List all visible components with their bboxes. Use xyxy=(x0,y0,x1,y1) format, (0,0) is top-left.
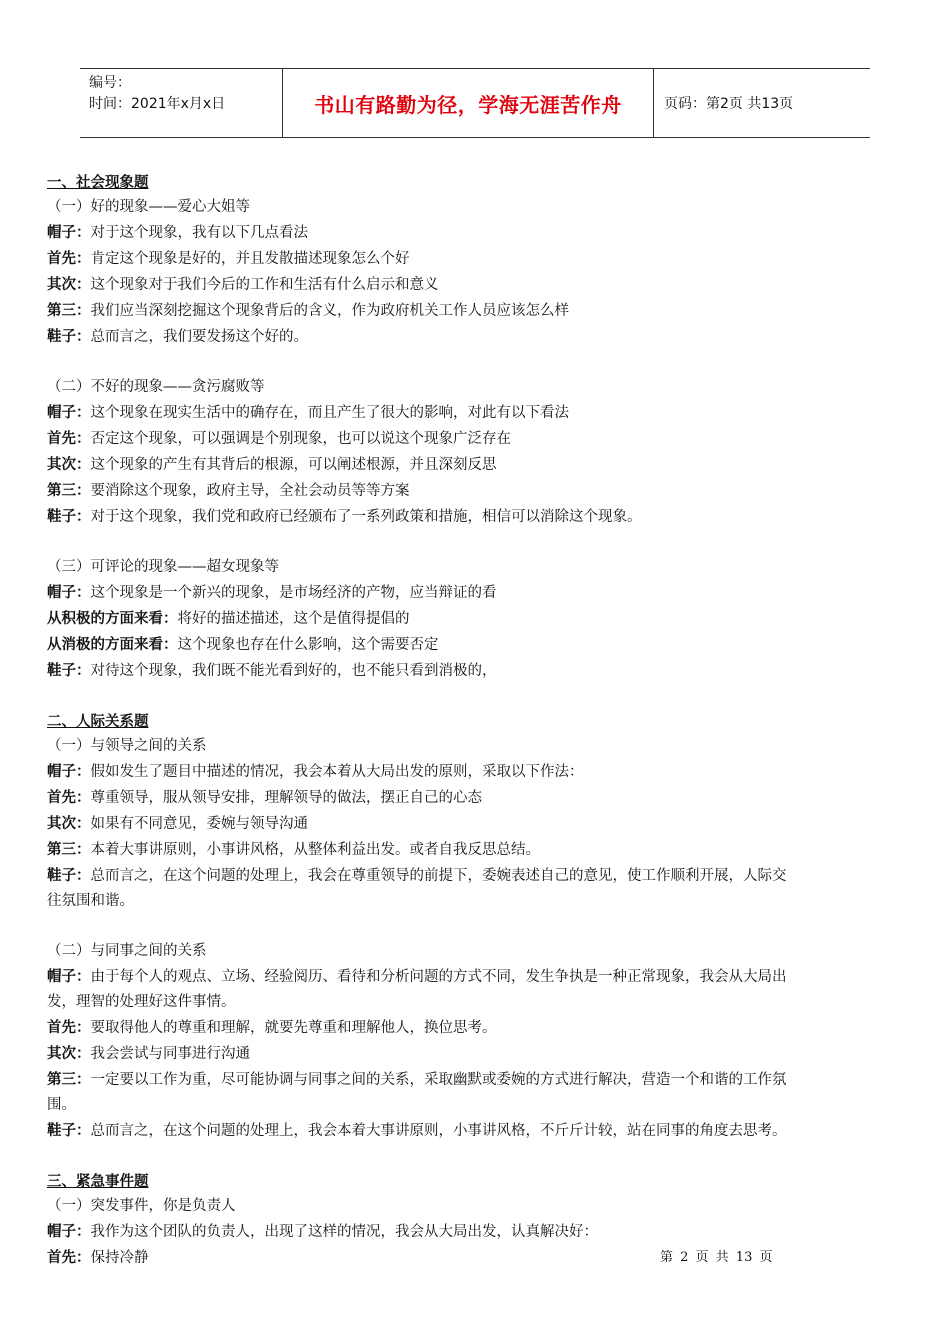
header-number-label: 编号： xyxy=(89,75,131,91)
answer-label: 鞋子： xyxy=(47,508,91,525)
answer-text: 这个现象也存在什么影响，这个需要否定 xyxy=(177,637,439,653)
answer-label: 首先： xyxy=(47,250,91,267)
answer-text: 要消除这个现象，政府主导，全社会动员等等方案 xyxy=(90,483,410,499)
subsection-title: （一）突发事件，你是负责人 xyxy=(47,1198,236,1214)
block-gap xyxy=(47,530,907,555)
answer-label: 第三： xyxy=(47,482,91,499)
answer-line xyxy=(47,964,907,990)
block-gap xyxy=(47,914,907,939)
section-gap xyxy=(47,684,907,709)
section-title: 三、紧急事件题 xyxy=(47,1173,149,1190)
answer-line xyxy=(47,504,907,530)
answer-label: 首先： xyxy=(47,1249,91,1266)
answer-line xyxy=(47,272,907,298)
subsection-title: （二）不好的现象——贪污腐败等 xyxy=(47,379,265,395)
header-date-label: 时间：2021年x月x日 xyxy=(89,96,226,112)
document-body xyxy=(47,170,907,1271)
answer-line xyxy=(47,863,907,889)
answer-label: 帽子： xyxy=(47,584,91,601)
answer-text: 如果有不同意见，委婉与领导沟通 xyxy=(90,816,308,832)
answer-line xyxy=(47,658,907,684)
answer-text: 假如发生了题目中描述的情况，我会本着从大局出发的原则，采取以下作法： xyxy=(90,764,584,780)
answer-continuation: 围。 xyxy=(47,1097,76,1113)
answer-line xyxy=(47,606,907,632)
answer-label: 其次： xyxy=(47,456,91,473)
subsection-title: （一）好的现象——爱心大姐等 xyxy=(47,199,250,215)
answer-line xyxy=(47,400,907,426)
answer-label: 帽子： xyxy=(47,404,91,421)
answer-text: 我们应当深刻挖掘这个现象背后的含义，作为政府机关工作人员应该怎么样 xyxy=(90,303,569,319)
answer-text: 这个现象在现实生活中的确存在，而且产生了很大的影响，对此有以下看法 xyxy=(90,405,569,421)
subsection-title: （二）与同事之间的关系 xyxy=(47,943,207,959)
header-page-cell xyxy=(654,69,870,137)
answer-label: 帽子： xyxy=(47,224,91,241)
answer-line xyxy=(47,1118,907,1144)
answer-label: 其次： xyxy=(47,276,91,293)
answer-line xyxy=(47,452,907,478)
answer-label: 其次： xyxy=(47,815,91,832)
answer-line xyxy=(47,1041,907,1067)
answer-line xyxy=(47,426,907,452)
answer-text: 尊重领导，服从领导安排，理解领导的做法，摆正自己的心态 xyxy=(90,790,482,806)
answer-line xyxy=(47,246,907,272)
answer-line xyxy=(47,785,907,811)
answer-text: 一定要以工作为重，尽可能协调与同事之间的关系，采取幽默或委婉的方式进行解决，营造一个和谐的工作氛 xyxy=(90,1072,787,1088)
answer-text: 我会尝试与同事进行沟通 xyxy=(90,1046,250,1062)
answer-label: 第三： xyxy=(47,1071,91,1088)
header-info-cell xyxy=(80,69,282,137)
answer-label: 鞋子： xyxy=(47,328,91,345)
answer-label: 第三： xyxy=(47,302,91,319)
answer-line xyxy=(47,1219,907,1245)
answer-label: 首先： xyxy=(47,1019,91,1036)
answer-text: 总而言之，在这个问题的处理上，我会在尊重领导的前提下，委婉表述自己的意见，使工作顺利开展，人际交 xyxy=(90,868,787,884)
block-gap xyxy=(47,350,907,375)
answer-label: 首先： xyxy=(47,789,91,806)
answer-label: 其次： xyxy=(47,1045,91,1062)
answer-label: 鞋子： xyxy=(47,1122,91,1139)
answer-text: 将好的描述描述，这个是值得提倡的 xyxy=(177,611,410,627)
answer-text: 总而言之，在这个问题的处理上，我会本着大事讲原则，小事讲风格，不斤斤计较，站在同事的角度去思考。 xyxy=(90,1123,787,1139)
answer-text: 这个现象对于我们今后的工作和生活有什么启示和意义 xyxy=(90,277,439,293)
answer-text: 保持冷静 xyxy=(90,1250,149,1266)
answer-line xyxy=(47,811,907,837)
answer-text: 肯定这个现象是好的，并且发散描述现象怎么个好 xyxy=(90,251,410,267)
answer-label: 从消极的方面来看： xyxy=(47,636,178,653)
section-title: 二、人际关系题 xyxy=(47,713,149,730)
answer-label: 帽子： xyxy=(47,968,91,985)
answer-text: 对于这个现象，我们党和政府已经颁布了一系列政策和措施，相信可以消除这个现象。 xyxy=(90,509,642,525)
answer-text: 对于这个现象，我有以下几点看法 xyxy=(90,225,308,241)
answer-label: 首先： xyxy=(47,430,91,447)
answer-line xyxy=(47,759,907,785)
header-page-label: 页码：第2页 共13页 xyxy=(664,96,794,112)
subsection-title: （一）与领导之间的关系 xyxy=(47,738,207,754)
answer-label: 帽子： xyxy=(47,1223,91,1240)
page-header xyxy=(80,68,870,138)
answer-label: 从积极的方面来看： xyxy=(47,610,178,627)
page-footer: 第 2 页 共 13 页 xyxy=(660,1250,773,1265)
answer-continuation: 发，理智的处理好这件事情。 xyxy=(47,994,236,1010)
answer-text: 这个现象的产生有其背后的根源，可以阐述根源，并且深刻反思 xyxy=(90,457,497,473)
header-motto-cell xyxy=(282,69,654,137)
subsection-title: （三）可评论的现象——超女现象等 xyxy=(47,559,279,575)
answer-line xyxy=(47,632,907,658)
answer-line xyxy=(47,298,907,324)
answer-line xyxy=(47,324,907,350)
answer-line xyxy=(47,837,907,863)
answer-text: 我作为这个团队的负责人，出现了这样的情况，我会从大局出发，认真解决好： xyxy=(90,1224,598,1240)
answer-text: 由于每个人的观点、立场、经验阅历、看待和分析问题的方式不同，发生争执是一种正常现象，我会从大局出 xyxy=(90,969,787,985)
answer-text: 对待这个现象，我们既不能光看到好的，也不能只看到消极的， xyxy=(90,663,497,679)
answer-text: 本着大事讲原则，小事讲风格，从整体利益出发。或者自我反思总结。 xyxy=(90,842,540,858)
section-title: 一、社会现象题 xyxy=(47,174,149,191)
header-motto: 书山有路勤为径，学海无涯苦作舟 xyxy=(314,92,622,117)
answer-line xyxy=(47,1245,907,1271)
section-gap xyxy=(47,1144,907,1169)
answer-text: 否定这个现象，可以强调是个别现象，也可以说这个现象广泛存在 xyxy=(90,431,511,447)
answer-line xyxy=(47,220,907,246)
answer-line xyxy=(47,580,907,606)
answer-label: 第三： xyxy=(47,841,91,858)
answer-label: 鞋子： xyxy=(47,662,91,679)
answer-text: 总而言之，我们要发扬这个好的。 xyxy=(90,329,308,345)
answer-continuation: 往氛围和谐。 xyxy=(47,893,134,909)
answer-text: 这个现象是一个新兴的现象，是市场经济的产物，应当辩证的看 xyxy=(90,585,497,601)
answer-label: 帽子： xyxy=(47,763,91,780)
answer-text: 要取得他人的尊重和理解，就要先尊重和理解他人，换位思考。 xyxy=(90,1020,497,1036)
answer-line xyxy=(47,478,907,504)
answer-line xyxy=(47,1015,907,1041)
answer-label: 鞋子： xyxy=(47,867,91,884)
answer-line xyxy=(47,1067,907,1093)
